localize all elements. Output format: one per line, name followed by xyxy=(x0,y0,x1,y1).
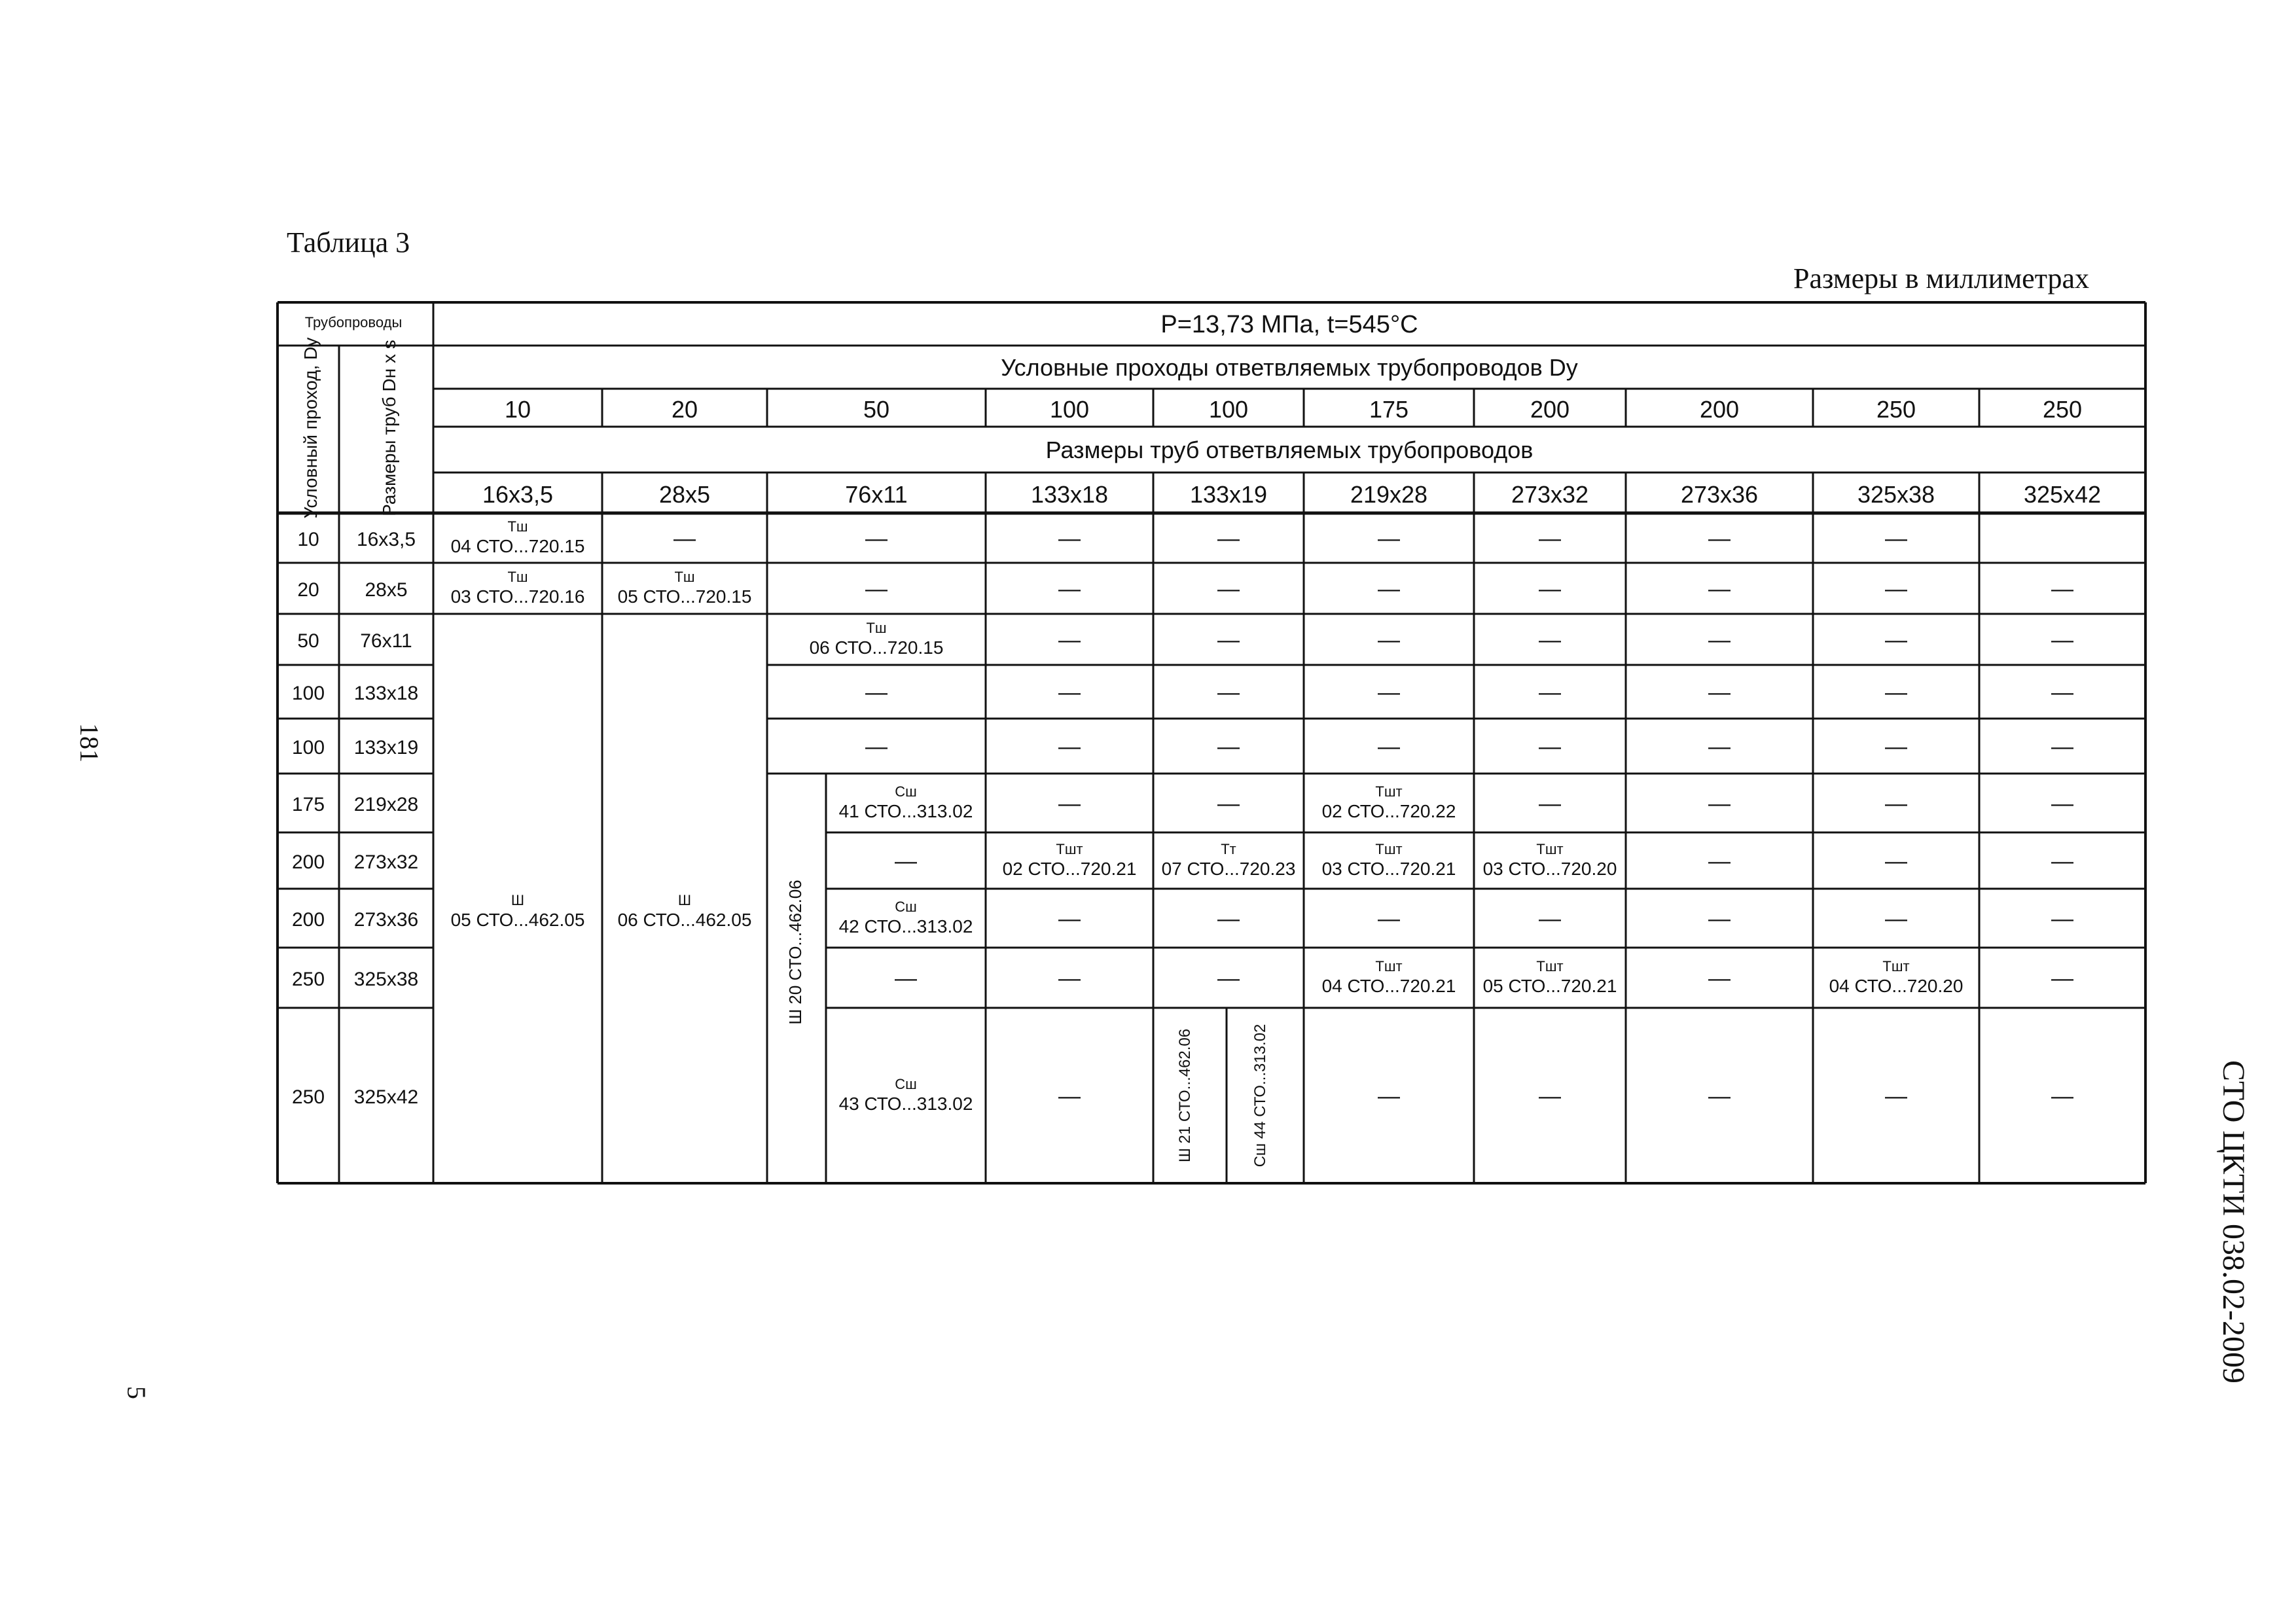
branch-size-6: 219x28 xyxy=(1350,481,1428,508)
row-size-10: 325x42 xyxy=(353,1086,419,1108)
branch-size-7: 273x32 xyxy=(1511,481,1589,508)
dash-cell: — xyxy=(2051,628,2073,652)
dash-cell: — xyxy=(865,734,888,759)
dash-cell: — xyxy=(1708,791,1731,816)
cell-r8c3-mark: Сш xyxy=(895,899,917,915)
dash-cell: — xyxy=(1885,1084,1907,1109)
dash-cell: — xyxy=(1539,791,1561,816)
row-dy-5: 100 xyxy=(291,737,325,758)
dash-cell: — xyxy=(1058,577,1081,601)
branch-dy-2: 20 xyxy=(671,396,698,423)
dash-cell: — xyxy=(1378,628,1400,652)
cell-r3c3-mark: Тш xyxy=(866,620,887,636)
cell-r6c3-mark: Сш xyxy=(895,783,917,800)
branch-dy-8: 200 xyxy=(1699,396,1740,423)
dash-cell: — xyxy=(1708,577,1731,601)
dash-cell: — xyxy=(1058,628,1081,652)
cell-r2c2-mark: Тш xyxy=(674,569,695,585)
cell-r2c1-code: 03 СТО...720.16 xyxy=(450,586,585,607)
dash-cell: — xyxy=(1539,1084,1561,1109)
row-dy-8: 200 xyxy=(291,909,325,931)
dash-cell: — xyxy=(1058,966,1081,991)
left-col-dy-header: Условный проход, Dy xyxy=(300,337,321,519)
dash-cell: — xyxy=(2051,1084,2073,1109)
branch-size-9: 325x38 xyxy=(1857,481,1935,508)
dash-cell: — xyxy=(1058,1084,1081,1109)
dash-cell: — xyxy=(1378,526,1400,551)
dash-cell: — xyxy=(1378,906,1400,931)
row-size-6: 219x28 xyxy=(353,794,419,815)
row-dy-4: 100 xyxy=(291,683,325,704)
branch-dy-4: 100 xyxy=(1049,396,1090,423)
document-code: СТО ЦКТИ 038.02-2009 xyxy=(2216,1060,2251,1384)
dash-cell: — xyxy=(1217,734,1240,759)
dy-caption: Условные проходы ответвляемых трубопроводов Dy xyxy=(1001,354,1578,381)
cell-merged-c3a: Ш 20 СТО...462.06 xyxy=(785,880,805,1025)
cell-r7c4-code: 02 СТО...720.21 xyxy=(1002,859,1137,879)
dash-cell: — xyxy=(2051,966,2073,991)
dash-cell: — xyxy=(1217,680,1240,705)
dash-cell: — xyxy=(865,526,888,551)
row-size-1: 16x3,5 xyxy=(356,529,416,550)
cell-r9c9-code: 04 СТО...720.20 xyxy=(1829,976,1964,996)
branch-size-10: 325x42 xyxy=(2023,481,2102,508)
dash-cell: — xyxy=(1378,734,1400,759)
dash-cell: — xyxy=(1885,791,1907,816)
cell-r7c6-mark: Тшт xyxy=(1375,841,1403,857)
cell-r7c7-code: 03 СТО...720.20 xyxy=(1482,859,1617,879)
dash-cell: — xyxy=(1885,577,1907,601)
dash-cell: — xyxy=(2051,680,2073,705)
page-number: 181 xyxy=(75,723,104,762)
dash-cell: — xyxy=(1708,966,1731,991)
cell-r2c1-mark: Тш xyxy=(507,569,528,585)
dash-cell: — xyxy=(1378,577,1400,601)
cell-r1c1-mark: Тш xyxy=(507,518,528,535)
left-col-size-header: Размеры труб Dн x s xyxy=(379,340,399,516)
dash-cell: — xyxy=(1539,526,1561,551)
table-grid-lines xyxy=(278,302,2145,1183)
row-dy-2: 20 xyxy=(297,579,319,601)
branch-dy-9: 250 xyxy=(1876,396,1916,423)
dash-cell: — xyxy=(1708,849,1731,874)
cell-merged-c2-code: 06 СТО...462.05 xyxy=(617,910,752,930)
cell-r9c6-mark: Тшт xyxy=(1375,958,1403,974)
cell-r7c5-code: 07 СТО...720.23 xyxy=(1161,859,1296,879)
dash-cell: — xyxy=(1539,577,1561,601)
cell-r9c7-mark: Тшт xyxy=(1536,958,1564,974)
row-size-9: 325x38 xyxy=(353,969,419,990)
row-dy-3: 50 xyxy=(297,630,319,652)
dash-cell: — xyxy=(1058,680,1081,705)
cell-merged-c2-mark: Ш xyxy=(677,892,692,908)
cell-r10c5a: Ш 21 СТО...462.06 xyxy=(1176,1028,1194,1163)
dash-cell: — xyxy=(1217,791,1240,816)
sheet-number: 5 xyxy=(122,1386,151,1399)
dash-cell: — xyxy=(1885,526,1907,551)
table-text-layer xyxy=(292,311,2101,1167)
cell-r7c5-mark: Тт xyxy=(1221,841,1236,857)
dash-cell: — xyxy=(1539,628,1561,652)
dash-cell: — xyxy=(1885,849,1907,874)
size-caption: Размеры труб ответвляемых трубопроводов xyxy=(1045,437,1534,463)
dash-cell: — xyxy=(673,526,696,551)
dash-cell: — xyxy=(1058,734,1081,759)
dash-cell: — xyxy=(1217,577,1240,601)
units-note: Размеры в миллиметрах xyxy=(1793,262,2089,294)
pressure-header: P=13,73 МПа, t=545°С xyxy=(1160,311,1418,338)
cell-r6c6-code: 02 СТО...720.22 xyxy=(1321,801,1456,821)
dash-cell: — xyxy=(1708,680,1731,705)
row-dy-1: 10 xyxy=(297,529,319,550)
row-size-8: 273x36 xyxy=(353,909,419,931)
cell-r7c6-code: 03 СТО...720.21 xyxy=(1321,859,1456,879)
cell-merged-c1-mark: Ш xyxy=(511,892,525,908)
branch-size-1: 16x3,5 xyxy=(482,481,554,508)
cell-r3c3-code: 06 СТО...720.15 xyxy=(809,637,944,658)
branch-dy-7: 200 xyxy=(1530,396,1570,423)
row-size-4: 133x18 xyxy=(353,683,419,704)
row-size-2: 28x5 xyxy=(365,579,408,601)
dash-cell: — xyxy=(1217,906,1240,931)
dash-cell: — xyxy=(1217,526,1240,551)
dash-cell: — xyxy=(1539,906,1561,931)
branch-size-4: 133x18 xyxy=(1030,481,1109,508)
dash-cell: — xyxy=(1708,628,1731,652)
dash-cell: — xyxy=(1217,628,1240,652)
dash-cell: — xyxy=(1378,680,1400,705)
dash-cell: — xyxy=(1058,526,1081,551)
dash-cell: — xyxy=(2051,734,2073,759)
branch-dy-6: 175 xyxy=(1369,396,1409,423)
dash-cell: — xyxy=(865,577,888,601)
row-dy-9: 250 xyxy=(291,969,325,990)
cell-r10c3-code: 43 СТО...313.02 xyxy=(838,1094,973,1114)
dash-cell: — xyxy=(1885,734,1907,759)
cell-r6c3-code: 41 СТО...313.02 xyxy=(838,801,973,821)
dash-cell: — xyxy=(1885,628,1907,652)
row-size-3: 76x11 xyxy=(360,630,412,652)
branch-size-5: 133x19 xyxy=(1189,481,1268,508)
row-size-5: 133x19 xyxy=(353,737,419,758)
branch-dy-5: 100 xyxy=(1208,396,1249,423)
cell-r9c9-mark: Тшт xyxy=(1882,958,1910,974)
branch-dy-10: 250 xyxy=(2042,396,2083,423)
dash-cell: — xyxy=(1539,734,1561,759)
cell-r10c5b: Сш 44 СТО...313.02 xyxy=(1251,1024,1269,1168)
dash-cell: — xyxy=(1378,1084,1400,1109)
cell-r1c1-code: 04 СТО...720.15 xyxy=(450,536,585,556)
dash-cell: — xyxy=(2051,849,2073,874)
dash-cell: — xyxy=(1058,791,1081,816)
branch-size-3: 76x11 xyxy=(845,481,908,508)
row-size-7: 273x32 xyxy=(353,851,419,873)
dash-cell: — xyxy=(895,849,917,874)
cell-merged-c1-code: 05 СТО...462.05 xyxy=(450,910,585,930)
row-dy-10: 250 xyxy=(291,1086,325,1108)
dash-cell: — xyxy=(895,966,917,991)
cell-r8c3-code: 42 СТО...313.02 xyxy=(838,916,973,936)
dash-cell: — xyxy=(1708,734,1731,759)
dash-cell: — xyxy=(1708,1084,1731,1109)
cell-r9c6-code: 04 СТО...720.21 xyxy=(1321,976,1456,996)
dash-cell: — xyxy=(1058,906,1081,931)
branch-dy-1: 10 xyxy=(504,396,531,423)
dash-cell: — xyxy=(1217,966,1240,991)
table-title: Таблица 3 xyxy=(287,226,410,259)
branch-size-8: 273x36 xyxy=(1680,481,1759,508)
branch-size-2: 28x5 xyxy=(658,481,711,508)
cell-r2c2-code: 05 СТО...720.15 xyxy=(617,586,752,607)
dash-cell: — xyxy=(1708,906,1731,931)
dash-cell: — xyxy=(1885,906,1907,931)
dash-cell: — xyxy=(2051,577,2073,601)
row-dy-6: 175 xyxy=(291,794,325,815)
dash-cell: — xyxy=(1708,526,1731,551)
row-dy-7: 200 xyxy=(291,851,325,873)
dash-cell: — xyxy=(1885,680,1907,705)
dash-cell: — xyxy=(2051,791,2073,816)
dash-cell: — xyxy=(1539,680,1561,705)
cell-r10c3-mark: Сш xyxy=(895,1076,917,1092)
cell-r7c4-mark: Тшт xyxy=(1056,841,1083,857)
dash-cell: — xyxy=(865,680,888,705)
cell-r9c7-code: 05 СТО...720.21 xyxy=(1482,976,1617,996)
corner-label: Трубопроводы xyxy=(304,314,403,330)
branch-dy-3: 50 xyxy=(863,396,890,423)
dash-cell: — xyxy=(2051,906,2073,931)
cell-r7c7-mark: Тшт xyxy=(1536,841,1564,857)
cell-r6c6-mark: Тшт xyxy=(1375,783,1403,800)
